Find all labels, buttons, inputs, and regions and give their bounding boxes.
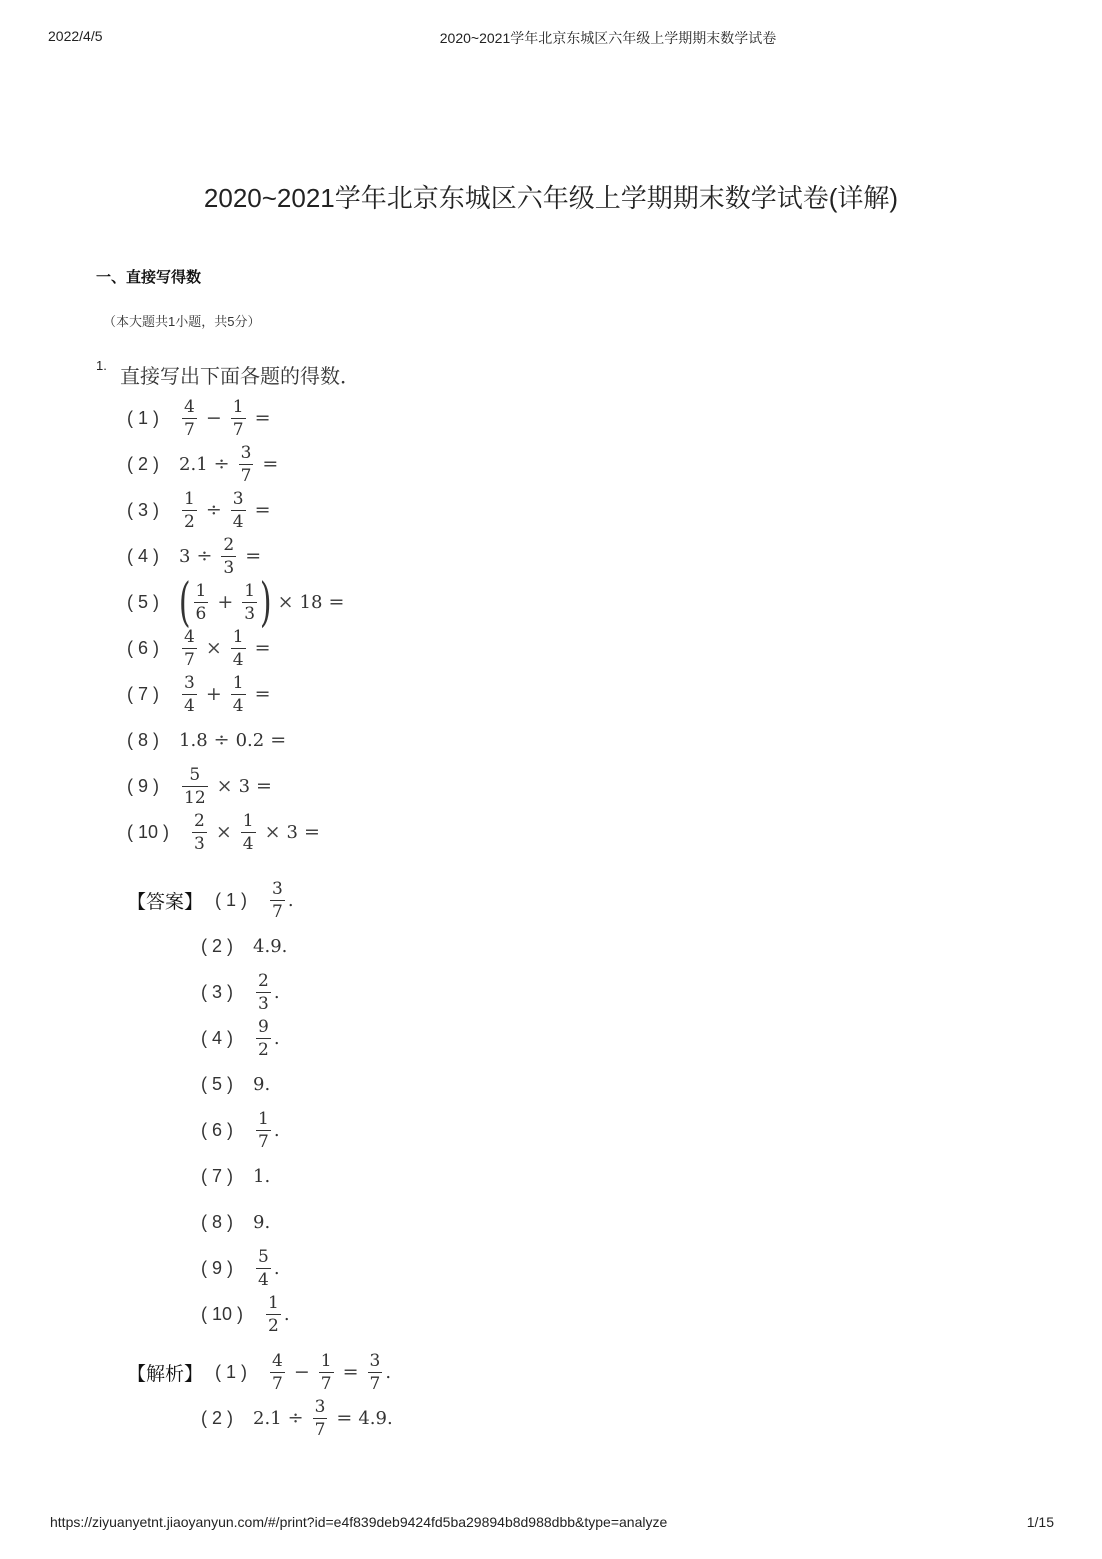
fraction (241, 811, 256, 854)
item-number: ( 3 ) (127, 499, 160, 520)
fraction-bar (182, 510, 197, 511)
fraction (182, 397, 197, 440)
fraction (182, 765, 208, 808)
item-number: ( 1 ) (215, 889, 248, 910)
math-number: 3 (238, 775, 251, 797)
math-number: 4.9. (253, 935, 288, 957)
math-operator: = (254, 499, 271, 521)
fraction-numerator: 1 (320, 1350, 332, 1371)
math-operator: ÷ (213, 453, 230, 475)
print-date: 2022/4/5 (48, 28, 103, 44)
fraction-bar (231, 510, 246, 511)
answer-block (127, 877, 294, 1337)
math-operator: × (205, 637, 222, 659)
fraction-denominator: 7 (272, 901, 283, 922)
item-number: ( 3 ) (201, 981, 234, 1002)
math-number: 4.9. (358, 1407, 393, 1429)
fraction-bar (256, 1268, 271, 1269)
math-expression (179, 535, 267, 578)
question-item (127, 487, 350, 533)
fraction-numerator: 3 (272, 878, 283, 899)
fraction-numerator: 2 (223, 534, 235, 555)
fraction-numerator: 1 (195, 580, 207, 601)
question-item (127, 625, 350, 671)
answer-row (127, 923, 294, 969)
item-number: ( 7 ) (127, 683, 160, 704)
math-parenthesis: ( (178, 571, 191, 633)
fraction (182, 489, 197, 532)
math-operator: = (245, 545, 262, 567)
question-item (127, 395, 350, 441)
math-expression (179, 673, 277, 716)
math-expression (253, 1074, 270, 1095)
fraction-bar (231, 648, 246, 649)
fraction-bar (241, 832, 256, 833)
fraction (182, 627, 197, 670)
fraction-numerator: 3 (232, 488, 244, 509)
item-number: ( 10 ) (201, 1303, 244, 1324)
fraction-bar (182, 694, 197, 695)
item-number: ( 8 ) (201, 1211, 234, 1232)
math-expression (263, 1293, 290, 1336)
item-number: ( 7 ) (201, 1165, 234, 1186)
math-number: . (287, 889, 294, 911)
answer-row (127, 1061, 294, 1107)
fraction-bar (270, 900, 285, 901)
fraction-denominator: 7 (240, 465, 252, 486)
fraction-denominator: 7 (232, 419, 244, 440)
fraction (231, 397, 246, 440)
math-operator: = (262, 453, 279, 475)
fraction-denominator: 3 (194, 833, 205, 854)
math-expression (178, 571, 350, 633)
fraction-numerator: 1 (232, 626, 244, 647)
math-operator: = (254, 407, 271, 429)
fraction-numerator: 1 (242, 810, 254, 831)
fraction (239, 443, 254, 486)
fraction-denominator: 7 (369, 1373, 381, 1394)
math-operator: ÷ (287, 1407, 304, 1429)
fraction-bar (368, 1372, 383, 1373)
math-expression (253, 1212, 270, 1233)
fraction-bar (221, 556, 236, 557)
item-number: ( 1 ) (215, 1361, 248, 1382)
fraction-denominator: 6 (195, 603, 207, 624)
fraction (313, 1397, 328, 1440)
fraction-denominator: 7 (184, 649, 195, 670)
math-expression (253, 1017, 280, 1060)
question-item (127, 809, 350, 855)
item-number: ( 5 ) (201, 1073, 234, 1094)
fraction (270, 879, 285, 922)
math-operator: + (217, 591, 234, 613)
fraction-bar (231, 694, 246, 695)
analysis-block (127, 1349, 393, 1441)
item-number: ( 2 ) (127, 453, 160, 474)
fraction (231, 627, 246, 670)
fraction-numerator: 4 (272, 1350, 283, 1371)
question-item (127, 717, 350, 763)
block-label: 【答案】 (127, 891, 204, 913)
question-text: 直接写出下面各题的得数． (120, 366, 360, 388)
fraction-denominator: 2 (184, 511, 195, 532)
fraction (319, 1351, 334, 1394)
math-expression (189, 811, 326, 854)
math-expression (253, 971, 280, 1014)
fraction-bar (242, 602, 257, 603)
math-operator: ÷ (213, 729, 230, 751)
answer-row (127, 1291, 294, 1337)
fraction-bar (270, 1372, 285, 1373)
question-items (127, 395, 350, 855)
fraction-denominator: 7 (258, 1131, 269, 1152)
fraction-bar (182, 648, 197, 649)
fraction-denominator: 2 (268, 1315, 279, 1336)
fraction-denominator: 7 (320, 1373, 332, 1394)
math-expression (179, 443, 284, 486)
fraction-numerator: 5 (258, 1246, 269, 1267)
item-number: ( 2 ) (201, 1407, 234, 1428)
fraction-bar (182, 418, 197, 419)
fraction-numerator: 3 (184, 672, 195, 693)
fraction-numerator: 2 (258, 970, 269, 991)
question-item (127, 671, 350, 717)
math-operator: = (256, 775, 272, 797)
math-number: 1.8 (179, 729, 208, 751)
fraction-bar (256, 1038, 271, 1039)
fraction-denominator: 4 (232, 511, 244, 532)
fraction-denominator: 3 (258, 993, 269, 1014)
math-expression (267, 1351, 391, 1394)
item-number: ( 2 ) (201, 935, 234, 956)
fraction-bar (319, 1372, 334, 1373)
math-number: 2.1 (253, 1407, 282, 1429)
math-operator: + (205, 683, 222, 705)
math-operator: = (270, 729, 287, 751)
print-url: https://ziyuanyetnt.jiaoyanyun.com/#/print?id=e4f839deb9424fd5ba29894b8d988dbb&type=analyze (50, 1514, 668, 1530)
math-number: . (283, 1303, 290, 1325)
fraction-denominator: 7 (272, 1373, 283, 1394)
item-number: ( 5 ) (127, 591, 160, 612)
math-expression (267, 879, 294, 922)
answer-row (127, 1199, 294, 1245)
math-operator: ÷ (205, 499, 222, 521)
math-number: . (273, 981, 280, 1003)
fraction-bar (182, 786, 208, 787)
analysis-row (127, 1349, 393, 1395)
math-number: . (273, 1027, 280, 1049)
math-expression (179, 397, 277, 440)
answer-row (127, 1015, 294, 1061)
math-operator: − (293, 1361, 310, 1383)
math-operator: = (303, 821, 320, 843)
math-operator: × (216, 775, 233, 797)
fraction-numerator: 1 (268, 1292, 279, 1313)
fraction-denominator: 3 (244, 603, 256, 624)
fraction (256, 1017, 271, 1060)
fraction-bar (256, 1130, 271, 1131)
fraction-denominator: 4 (184, 695, 195, 716)
fraction-numerator: 4 (184, 396, 195, 417)
fraction-denominator: 7 (184, 419, 195, 440)
fraction-numerator: 4 (184, 626, 195, 647)
math-expression (179, 729, 292, 751)
fraction-numerator: 1 (244, 580, 256, 601)
answer-row (127, 1107, 294, 1153)
fraction-denominator: 4 (232, 649, 244, 670)
fraction-numerator: 3 (314, 1396, 326, 1417)
item-number: ( 6 ) (201, 1119, 234, 1140)
item-number: ( 6 ) (127, 637, 160, 658)
fraction-denominator: 3 (223, 557, 235, 578)
fraction-denominator: 4 (258, 1269, 269, 1290)
item-number: ( 8 ) (127, 729, 160, 750)
fraction-numerator: 2 (194, 810, 205, 831)
section-note: （本大题共1小题，共5分） (103, 314, 261, 329)
math-number: 9. (253, 1073, 271, 1095)
math-number: 0.2 (235, 729, 265, 751)
block-label: 【解析】 (127, 1363, 204, 1385)
math-operator: ÷ (196, 545, 213, 567)
fraction-bar (266, 1314, 281, 1315)
page-number: 1/15 (1026, 1514, 1054, 1530)
fraction (256, 1247, 271, 1290)
fraction (242, 581, 257, 624)
fraction-numerator: 1 (258, 1108, 269, 1129)
fraction-denominator: 2 (258, 1039, 269, 1060)
item-number: ( 9 ) (127, 775, 160, 796)
math-number: 1. (253, 1165, 271, 1187)
math-operator: = (342, 1361, 359, 1383)
item-number: ( 9 ) (201, 1257, 234, 1278)
fraction-numerator: 1 (184, 488, 195, 509)
math-expression (253, 936, 287, 957)
fraction-bar (194, 602, 209, 603)
answer-row (127, 877, 294, 923)
math-operator: = (336, 1407, 353, 1429)
math-expression (179, 627, 277, 670)
answer-row (127, 969, 294, 1015)
math-operator: × (215, 821, 232, 843)
fraction-denominator: 4 (242, 833, 254, 854)
fraction-denominator: 4 (232, 695, 244, 716)
math-expression (253, 1397, 393, 1440)
math-number: 3 (179, 545, 191, 567)
fraction-denominator: 7 (314, 1419, 326, 1440)
question-item (127, 533, 350, 579)
math-operator: × (264, 821, 281, 843)
fraction-numerator: 3 (240, 442, 252, 463)
math-operator: = (254, 637, 271, 659)
math-parenthesis: ) (260, 571, 272, 633)
answer-row (127, 1245, 294, 1291)
fraction-numerator: 1 (232, 672, 244, 693)
fraction (194, 581, 209, 624)
math-expression (253, 1166, 270, 1187)
math-number: . (273, 1257, 280, 1279)
fraction (192, 811, 207, 854)
math-expression (253, 1109, 280, 1152)
math-expression (179, 489, 277, 532)
fraction-bar (256, 992, 271, 993)
fraction-numerator: 9 (258, 1016, 269, 1037)
fraction (231, 673, 246, 716)
fraction (256, 971, 271, 1014)
fraction (256, 1109, 271, 1152)
fraction-bar (239, 464, 254, 465)
question-item (127, 441, 350, 487)
answer-row (127, 1153, 294, 1199)
fraction (231, 489, 246, 532)
fraction (368, 1351, 383, 1394)
fraction-numerator: 5 (189, 764, 201, 785)
math-number: 9. (253, 1211, 271, 1233)
fraction (182, 673, 197, 716)
fraction-numerator: 1 (232, 396, 244, 417)
math-operator: − (205, 407, 222, 429)
fraction (266, 1293, 281, 1336)
question-item (127, 763, 350, 809)
item-number: ( 4 ) (201, 1027, 234, 1048)
fraction-bar (313, 1418, 328, 1419)
math-expression (179, 765, 278, 808)
math-number: 18 (299, 591, 323, 613)
item-number: ( 10 ) (127, 821, 170, 842)
fraction-numerator: 3 (369, 1350, 381, 1371)
math-operator: × (277, 591, 294, 613)
math-number: 2.1 (179, 453, 208, 475)
math-expression (253, 1247, 280, 1290)
math-number: . (385, 1361, 392, 1383)
fraction (221, 535, 236, 578)
print-header-title: 2020~2021学年北京东城区六年级上学期期末数学试卷 (439, 30, 777, 46)
math-operator: = (328, 591, 345, 613)
section-heading: 一、直接写得数 (96, 269, 202, 286)
fraction-bar (231, 418, 246, 419)
fraction (270, 1351, 285, 1394)
question-item (127, 571, 350, 633)
document-title: 2020~2021学年北京东城区六年级上学期期末数学试卷(详解) (203, 183, 899, 213)
fraction-denominator: 12 (184, 787, 206, 808)
math-operator: = (254, 683, 271, 705)
item-number: ( 1 ) (127, 407, 160, 428)
analysis-row (127, 1395, 393, 1441)
question-number: 1. (96, 358, 107, 373)
item-number: ( 4 ) (127, 545, 160, 566)
math-number: 3 (286, 821, 298, 843)
fraction-bar (192, 832, 207, 833)
math-number: . (273, 1119, 280, 1141)
